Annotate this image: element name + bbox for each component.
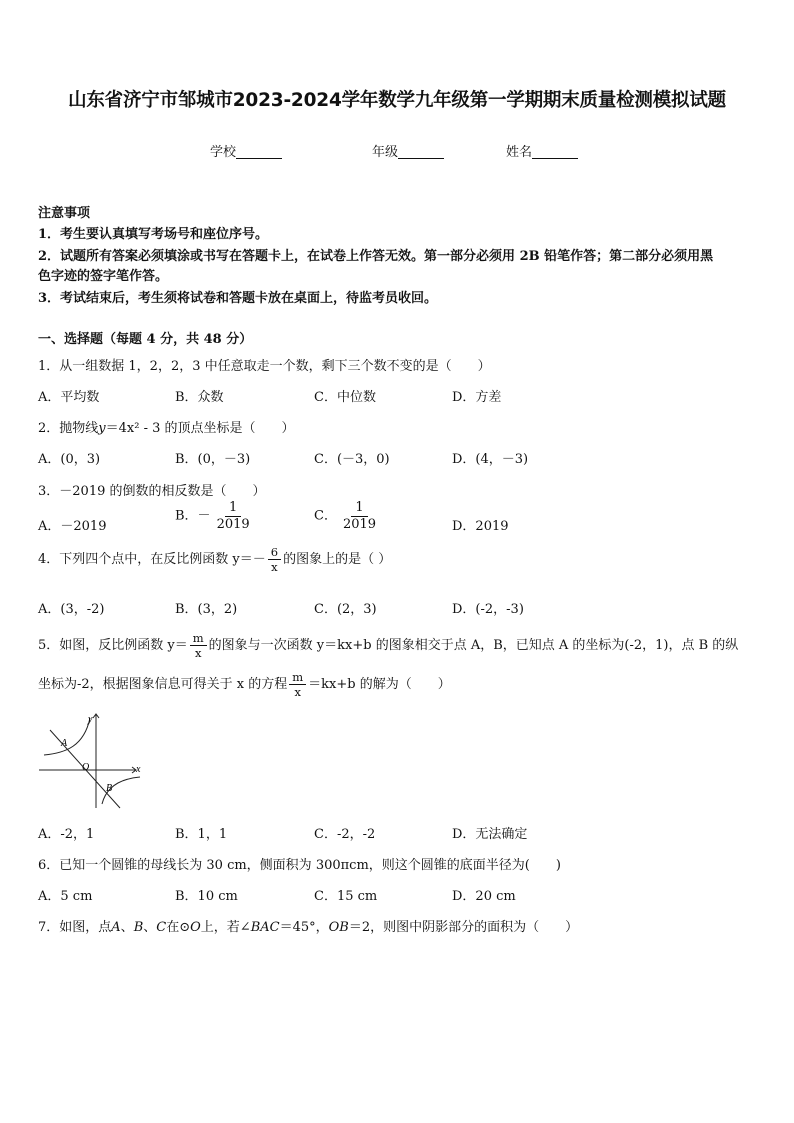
q2-option-a[interactable]: A．(0，3) xyxy=(38,452,101,467)
section-heading: 一、选择题（每题 4 分，共 48 分） xyxy=(38,332,253,347)
notice-item-3: 3．考试结束后，考生须将试卷和答题卡放在桌面上，待监考员收回。 xyxy=(38,291,438,306)
q6-option-d[interactable]: D．20 cm xyxy=(452,889,516,904)
q5-line1-pre: 5．如图，反比例函数 y＝ xyxy=(38,638,188,654)
notice-item-2-cont: 色字迹的签字笔作答。 xyxy=(38,269,169,284)
figure-label-y: y xyxy=(88,714,93,725)
q4-option-c[interactable]: C．(2，3) xyxy=(314,602,377,617)
q7-circle-o: O xyxy=(190,920,201,935)
q3-option-c-fraction xyxy=(339,501,380,531)
q2-option-d[interactable]: D．(4，－3) xyxy=(452,452,529,467)
q7-point-a: A xyxy=(111,920,121,935)
q7-point-b: B xyxy=(133,920,144,935)
q2-stem-eq: ＝4x² - 3 的顶点坐标是（ ） xyxy=(105,421,295,436)
figure-label-x: x xyxy=(136,764,141,775)
q7-point-c: C xyxy=(156,920,167,935)
q5-option-c[interactable]: C．-2，-2 xyxy=(314,827,376,842)
q3-option-b[interactable] xyxy=(175,501,256,531)
q6-option-a[interactable]: A．5 cm xyxy=(38,889,93,904)
q6-option-c[interactable]: C．15 cm xyxy=(314,889,378,904)
q5-fraction-2 xyxy=(289,671,306,698)
school-blank[interactable] xyxy=(236,144,282,159)
grade-blank[interactable] xyxy=(398,144,444,159)
q3-option-a[interactable]: A．－2019 xyxy=(38,519,107,534)
q5-line2-post: ＝kx+b 的解为（ ） xyxy=(308,677,451,693)
figure-label-a: A xyxy=(61,738,68,749)
q7-sep-1: 、 xyxy=(120,920,134,935)
school-label: 学校 xyxy=(210,145,237,160)
q5-option-b[interactable]: B．1，1 xyxy=(175,827,228,842)
fraction-numerator: m xyxy=(289,671,306,685)
hyperbola-branch-left xyxy=(44,718,90,755)
q4-fraction xyxy=(268,546,281,573)
fraction-denominator: x xyxy=(294,685,301,700)
q5-fraction-1 xyxy=(190,632,207,659)
school-field[interactable] xyxy=(210,141,282,160)
q3-option-c-label: C． xyxy=(314,508,337,524)
q2-var-y: y xyxy=(98,421,106,436)
q2-stem-pre: 2．抛物线 xyxy=(38,421,99,436)
q3-option-b-fraction xyxy=(213,501,254,531)
q7-stem-post: ＝2，则图中阴影部分的面积为（ ） xyxy=(348,920,579,935)
q7-mid-3: ＝45°， xyxy=(279,920,329,935)
name-label: 姓名 xyxy=(506,145,533,160)
fraction-denominator: 2019 xyxy=(342,516,377,532)
q7-mid-1: 在⊙ xyxy=(166,920,191,935)
notice-heading: 注意事项 xyxy=(38,206,91,221)
name-blank[interactable] xyxy=(532,144,578,159)
q1-option-d[interactable]: D．方差 xyxy=(452,390,502,405)
q1-stem: 1．从一组数据 1，2，2，3 中任意取走一个数，剩下三个数不变的是（ ） xyxy=(38,359,491,374)
q4-stem-post: 的图象上的是（ ） xyxy=(283,552,392,568)
q6-option-b[interactable]: B．10 cm xyxy=(175,889,238,904)
q4-stem xyxy=(38,546,391,573)
q5-line-2 xyxy=(38,671,451,698)
q3-stem: 3．－2019 的倒数的相反数是（ ） xyxy=(38,484,266,499)
q7-segment-ob: OB xyxy=(328,920,349,935)
q1-option-c[interactable]: C．中位数 xyxy=(314,390,376,405)
q2-option-c[interactable]: C．(－3，0) xyxy=(314,452,390,467)
q7-stem xyxy=(38,916,578,935)
q4-option-b[interactable]: B．(3，2) xyxy=(175,602,238,617)
fraction-denominator: x xyxy=(194,646,202,661)
figure-label-b: B xyxy=(106,783,113,794)
q1-option-b[interactable]: B．众数 xyxy=(175,390,224,405)
notice-item-2: 2．试题所有答案必须填涂或书写在答题卡上，在试卷上作答无效。第一部分必须用 2B 铅笔作答；第二部分必须用黑 xyxy=(38,249,714,264)
fraction-numerator: m xyxy=(190,632,207,646)
q3-option-b-label: B．－ xyxy=(175,508,211,524)
fraction-denominator: x xyxy=(271,560,278,575)
q5-line-1 xyxy=(38,632,738,659)
name-field[interactable] xyxy=(506,141,578,160)
q5-line1-post: 的图象与一次函数 y＝kx+b 的图象相交于点 A，B，已知点 A 的坐标为(-2，1)，点 B 的纵 xyxy=(208,638,739,654)
q3-option-c[interactable] xyxy=(314,501,382,531)
q2-option-b[interactable]: B．(0，－3) xyxy=(175,452,251,467)
fraction-numerator: 6 xyxy=(268,546,281,560)
fraction-numerator: 1 xyxy=(225,501,241,517)
q4-option-d[interactable]: D．(-2，-3) xyxy=(452,602,524,617)
q7-mid-2: 上，若∠ xyxy=(200,920,251,935)
q5-option-d[interactable]: D．无法确定 xyxy=(452,827,528,842)
q3-option-d[interactable]: D．2019 xyxy=(452,519,509,534)
q7-sep-2: 、 xyxy=(143,920,157,935)
fraction-denominator: 2019 xyxy=(216,516,250,532)
notice-item-1: 1．考生要认真填写考场号和座位序号。 xyxy=(38,227,269,242)
q2-stem xyxy=(38,417,295,436)
q5-graph-figure xyxy=(36,708,152,812)
grade-field[interactable] xyxy=(372,141,444,160)
fraction-numerator: 1 xyxy=(351,501,367,517)
q1-option-a[interactable]: A．平均数 xyxy=(38,390,100,405)
page-title: 山东省济宁市邹城市2023-2024学年数学九年级第一学期期末质量检测模拟试题 xyxy=(68,90,726,111)
figure-label-o: O xyxy=(82,762,90,773)
q4-stem-pre: 4．下列四个点中，在反比例函数 y＝－ xyxy=(38,552,266,568)
q7-stem-pre: 7．如图，点 xyxy=(38,920,112,935)
grade-label: 年级 xyxy=(372,145,399,160)
q5-line2-pre: 坐标为-2，根据图象信息可得关于 x 的方程 xyxy=(38,677,288,693)
q7-angle-bac: BAC xyxy=(250,920,280,935)
q6-stem: 6．已知一个圆锥的母线长为 30 cm，侧面积为 300πcm，则这个圆锥的底面半径为( ) xyxy=(38,858,561,873)
q5-option-a[interactable]: A．-2，1 xyxy=(38,827,95,842)
q4-option-a[interactable]: A．(3，-2) xyxy=(38,602,105,617)
